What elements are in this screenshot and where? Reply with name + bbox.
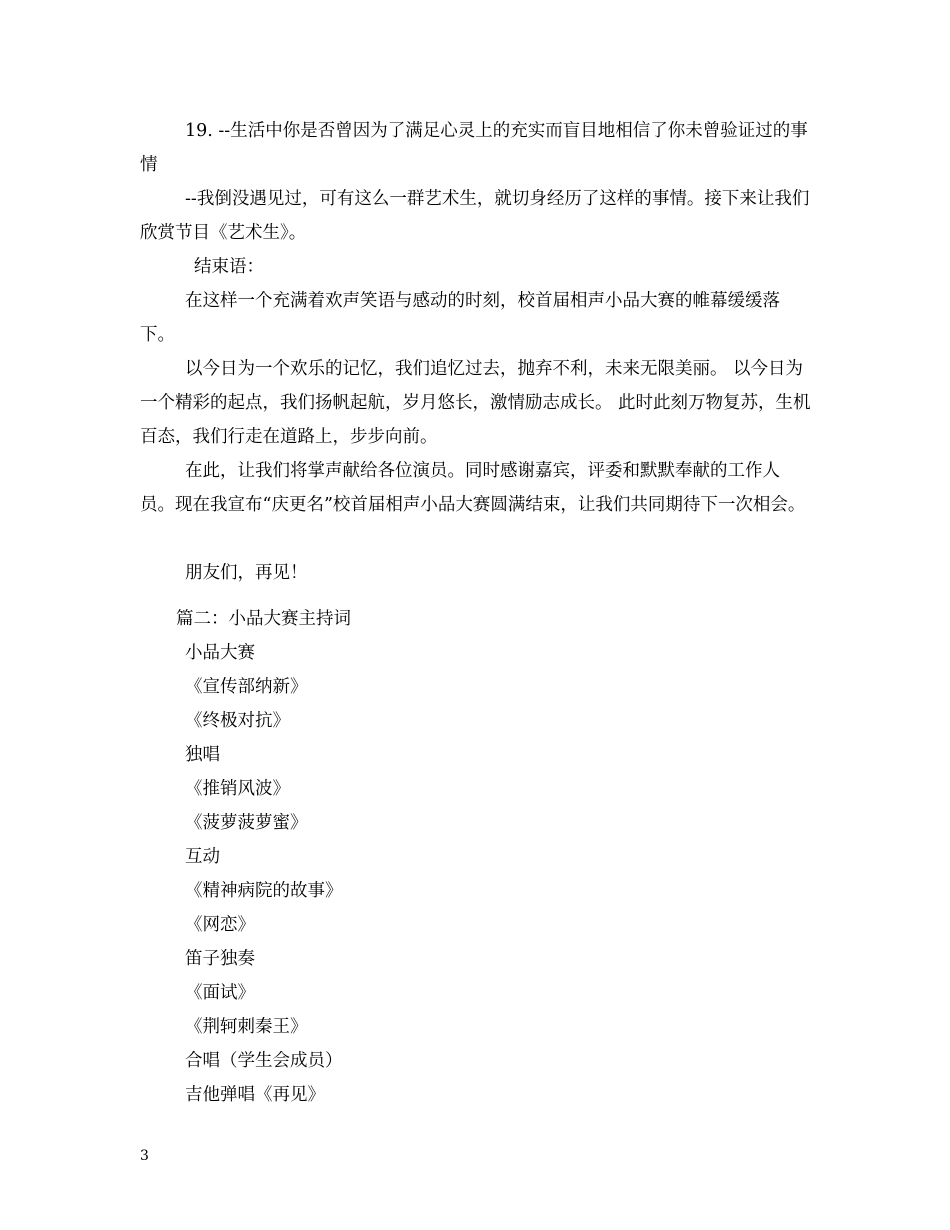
list-item: 合唱（学生会成员）: [185, 1051, 343, 1071]
list-item: 《终极对抗》: [185, 711, 290, 731]
list-item: 《荆轲刺秦王》: [185, 1017, 308, 1037]
paragraph-closing-1: 在这样一个充满着欢声笑语与感动的时刻，校首届相声小品大赛的帷幕缓缓落下。: [140, 291, 780, 345]
paragraph-answer: --我倒没遇见过，可有这么一群艺术生，就切身经历了这样的事情。接下来让我们欣赏节目《艺术生》。: [140, 189, 810, 243]
list-item: 《菠萝菠萝蜜》: [185, 813, 308, 833]
list-item: 《精神病院的故事》: [185, 881, 343, 901]
list-item: 笛子独奏: [185, 949, 255, 969]
list-item: 小品大赛: [185, 643, 255, 663]
farewell-line: 朋友们，再见！: [185, 563, 308, 583]
list-item: 《网恋》: [185, 915, 255, 935]
list-item: 《推销风波》: [185, 779, 290, 799]
list-item: 独唱: [185, 745, 220, 765]
list-item: 吉他弹唱《再见》: [185, 1085, 325, 1105]
list-item: 《宣传部纳新》: [185, 677, 308, 697]
section-heading: 篇二：小品大赛主持词: [176, 609, 351, 629]
page-number: 3: [140, 1148, 149, 1164]
paragraph-question-19: 19. --生活中你是否曾因为了满足心灵上的充实而盲目地相信了你未曾验证过的事情: [140, 121, 808, 175]
closing-heading: 结束语：: [194, 257, 264, 277]
paragraph-closing-2: 以今日为一个欢乐的记忆，我们追忆过去，抛弃不利，未来无限美丽。 以今日为一个精彩的起点，我们扬帆起航，岁月悠长，激情励志成长。 此时此刻万物复苏，生机百态，我们行走在道路上，步步向前。: [140, 359, 811, 447]
paragraph-closing-3: 在此，让我们将掌声献给各位演员。同时感谢嘉宾，评委和默默奉献的工作人员。现在我宣布“庆更名”校首届相声小品大赛圆满结束，让我们共同期待下一次相会。: [140, 461, 806, 515]
list-item: 《面试》: [185, 983, 255, 1003]
list-item: 互动: [185, 847, 220, 867]
